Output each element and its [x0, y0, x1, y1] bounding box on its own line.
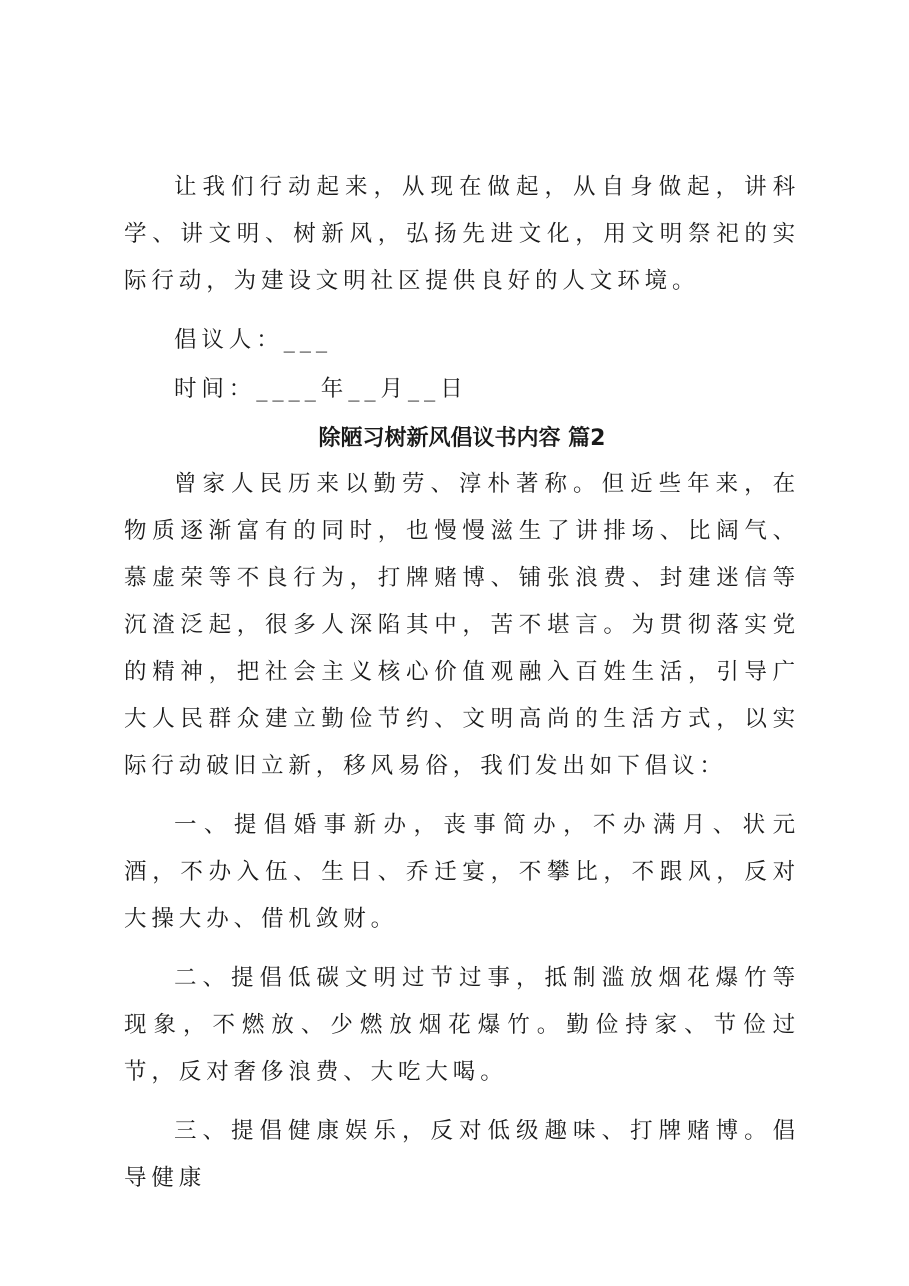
date-line: 时间：____年__月__日	[174, 376, 468, 402]
section-title: 除陋习树新风倡议书内容 篇2	[318, 426, 606, 451]
document-page	[124, 164, 800, 1202]
proposal-item-3: 三、提倡健康娱乐，反对低级趣味、打牌赌博。倡导健康	[124, 1118, 800, 1191]
proposer-line: 倡议人：___	[174, 327, 333, 353]
proposal-item-2: 二、提倡低碳文明过节过事，抵制滥放烟花爆竹等现象，不燃放、少燃放烟花爆竹。勤俭持家、节俭过节，反对奢侈浪费、大吃大喝。	[124, 965, 800, 1085]
proposal-item-1: 一、提倡婚事新办，丧事简办，不办满月、状元酒，不办入伍、生日、乔迁宴，不攀比，不跟风，反对大操大办、借机敛财。	[124, 812, 800, 932]
paragraph-intro: 曾家人民历来以勤劳、淳朴著称。但近些年来，在物质逐渐富有的同时，也慢慢滋生了讲排场、比阔气、慕虚荣等不良行为，打牌赌博、铺张浪费、封建迷信等沉渣泛起，很多人深陷其中，苦不堪言。为贯彻落实党的精神，把社会主义核心价值观融入百姓生活，引导广大人民群众建立勤俭节约、文明高尚的生活方式，以实际行动破旧立新，移风易俗，我们发出如下倡议：	[124, 471, 800, 779]
paragraph-call-to-action: 让我们行动起来，从现在做起，从自身做起，讲科学、讲文明、树新风，弘扬先进文化，用文明祭祀的实际行动，为建设文明社区提供良好的人文环境。	[124, 174, 800, 294]
